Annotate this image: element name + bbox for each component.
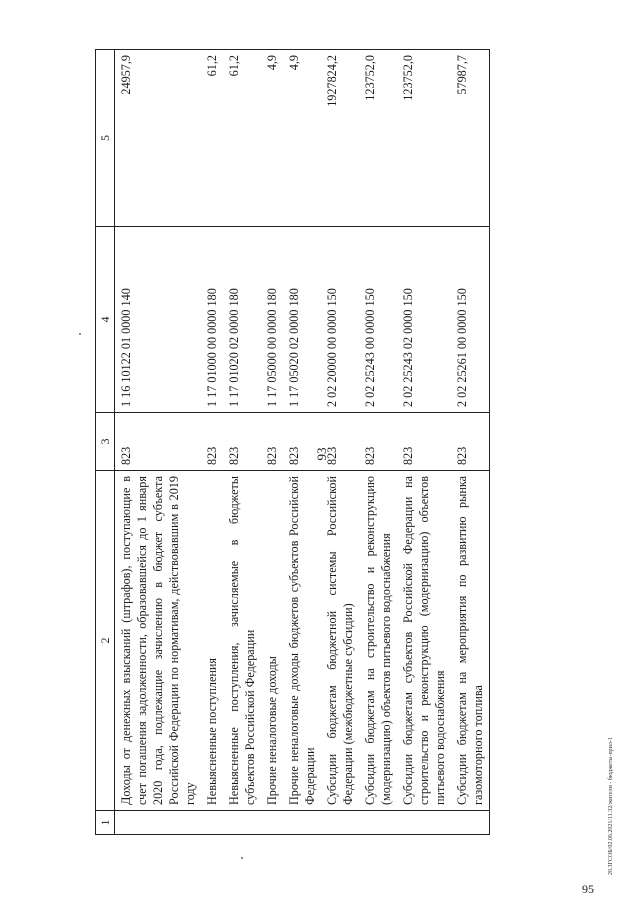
kbk-cell: 2 02 25243 02 0000 150 xyxy=(397,227,451,413)
admin-code-cell: 823 xyxy=(223,413,261,471)
amount-cell: 57987,7 xyxy=(451,50,490,227)
table-header-row xyxy=(96,50,115,835)
header-col-4: 4 xyxy=(96,227,115,413)
description-cell: Субсидии бюджетам бюджетной системы Российской Федерации (межбюджетные субсидии) xyxy=(321,471,359,811)
amount-cell: 61,2 xyxy=(201,50,223,227)
budget-table-wrapper xyxy=(95,50,505,835)
description-cell: Субсидии бюджетам на мероприятия по развитию рынка газомоторного топлива xyxy=(451,471,490,811)
document-footer-code: 20.3ГСОБ/02.06.2021/11.32/жители - бюджеты-прил-1 xyxy=(608,737,614,875)
amount-cell: 61,2 xyxy=(223,50,261,227)
description-cell: Невыясненные поступления, зачисляемые в бюджеты субъектов Российской Федерации xyxy=(223,471,261,811)
admin-code-cell: 823 xyxy=(201,413,223,471)
scan-dot xyxy=(79,333,81,335)
kbk-cell: 2 02 25243 00 0000 150 xyxy=(359,227,397,413)
admin-code-cell: 823 xyxy=(359,413,397,471)
description-cell: Субсидии бюджетам на строительство и реконструкцию (модернизацию) объектов питьевого водоснабжения xyxy=(359,471,397,811)
kbk-cell: 2 02 25261 00 0000 150 xyxy=(451,227,490,413)
description-cell: Субсидии бюджетам субъектов Российской Федерации на строительство и реконструкцию (модернизацию) объектов питьевого водоснабжения xyxy=(397,471,451,811)
budget-table-rotated xyxy=(95,50,505,835)
kbk-cell: 1 17 01000 00 0000 180 xyxy=(201,227,223,413)
kbk-cell: 2 02 20000 00 0000 150 xyxy=(321,227,359,413)
page-number-bottom: 95 xyxy=(582,882,594,896)
row-number-cell xyxy=(261,811,283,835)
kbk-cell: 1 16 10122 01 0000 140 xyxy=(115,227,202,413)
budget-table xyxy=(95,49,490,835)
kbk-cell: 1 17 05020 02 0000 180 xyxy=(283,227,321,413)
row-number-cell xyxy=(321,811,359,835)
row-number-cell xyxy=(451,811,490,835)
admin-code-cell: 823 xyxy=(321,413,359,471)
amount-cell: 1927824,2 xyxy=(321,50,359,227)
admin-code-cell: 823 xyxy=(283,413,321,471)
admin-code-cell: 823 xyxy=(115,413,202,471)
header-col-1: 1 xyxy=(96,811,115,835)
header-col-3: 3 xyxy=(96,413,115,471)
scan-dot xyxy=(241,857,243,859)
header-col-2: 2 xyxy=(96,471,115,811)
description-cell: Невыясненные поступления xyxy=(201,471,223,811)
row-number-cell xyxy=(201,811,223,835)
description-cell: Прочие неналоговые доходы xyxy=(261,471,283,811)
amount-cell: 123752,0 xyxy=(359,50,397,227)
row-number-cell xyxy=(397,811,451,835)
table-row xyxy=(321,50,359,835)
admin-code-cell: 823 xyxy=(451,413,490,471)
table-row xyxy=(397,50,451,835)
row-number-cell xyxy=(223,811,261,835)
kbk-cell: 1 17 05000 00 0000 180 xyxy=(261,227,283,413)
table-row xyxy=(115,50,202,835)
amount-cell: 123752,0 xyxy=(397,50,451,227)
amount-cell: 4,9 xyxy=(261,50,283,227)
admin-code-cell: 823 xyxy=(261,413,283,471)
admin-code-cell: 823 xyxy=(397,413,451,471)
row-number-cell xyxy=(283,811,321,835)
kbk-cell: 1 17 01020 02 0000 180 xyxy=(223,227,261,413)
table-row xyxy=(223,50,261,835)
row-number-cell xyxy=(115,811,202,835)
header-col-5: 5 xyxy=(96,50,115,227)
table-row xyxy=(201,50,223,835)
table-row xyxy=(283,50,321,835)
table-row xyxy=(451,50,490,835)
table-row xyxy=(359,50,397,835)
row-number-cell xyxy=(359,811,397,835)
description-cell: Доходы от денежных взысканий (штрафов), поступающие в счет погашения задолженности, образовавшейся до 1 января 2020 года, подлежащие зачислению в бюджет субъекта Российской Федерации по нормативам, действовавшим в 2019 году xyxy=(115,471,202,811)
description-cell: Прочие неналоговые доходы бюджетов субъектов Российской Федерации xyxy=(283,471,321,811)
amount-cell: 4,9 xyxy=(283,50,321,227)
page-number-top: 93 xyxy=(314,447,329,461)
table-row xyxy=(261,50,283,835)
amount-cell: 24957,9 xyxy=(115,50,202,227)
